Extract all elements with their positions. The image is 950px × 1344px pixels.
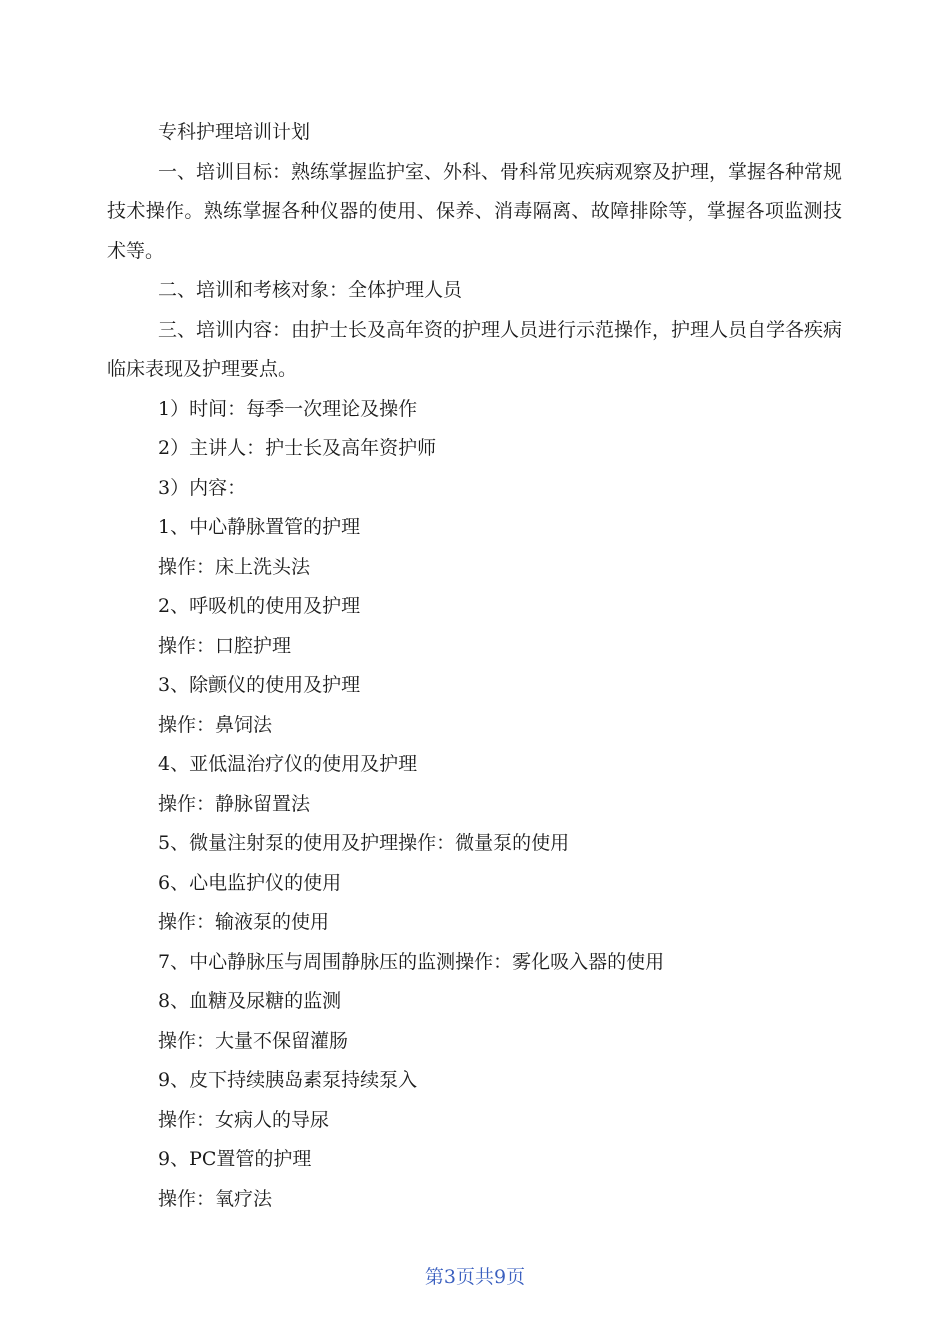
list-item: 9、PC置管的护理 bbox=[158, 1148, 312, 1170]
document-body bbox=[107, 113, 842, 1219]
paragraph-training-target: 二、培训和考核对象：全体护理人员 bbox=[158, 279, 463, 301]
list-item: 1、中心静脉置管的护理 bbox=[158, 516, 361, 538]
document-title: 专科护理培训计划 bbox=[158, 121, 311, 143]
list-item: 4、亚低温治疗仪的使用及护理 bbox=[158, 753, 418, 775]
list-item: 2）主讲人：护士长及高年资护师 bbox=[158, 437, 437, 459]
list-item: 操作：氧疗法 bbox=[158, 1187, 273, 1210]
list-item: 操作：女病人的导尿 bbox=[158, 1108, 330, 1131]
list-item: 3）内容： bbox=[158, 476, 247, 499]
list-item: 7、中心静脉压与周围静脉压的监测操作：雾化吸入器的使用 bbox=[158, 950, 665, 973]
paragraph-training-goal: 一、培训目标：熟练掌握监护室、外科、骨科常见疾病观察及护理，掌握各种常规技术操作。熟练掌握各种仪器的使用、保养、消毒隔离、故障排除等，掌握各项监测技术等。 bbox=[107, 160, 843, 262]
list-item: 3、除颤仪的使用及护理 bbox=[158, 674, 361, 696]
list-item: 5、微量注射泵的使用及护理操作：微量泵的使用 bbox=[158, 832, 570, 854]
list-item: 操作：口腔护理 bbox=[158, 634, 292, 657]
list-item: 操作：静脉留置法 bbox=[158, 792, 311, 815]
list-item: 操作：鼻饲法 bbox=[158, 713, 273, 736]
page-number-footer: 第3页共9页 bbox=[424, 1266, 526, 1288]
list-item: 操作：床上洗头法 bbox=[158, 555, 311, 578]
list-item: 操作：大量不保留灌肠 bbox=[158, 1029, 349, 1052]
list-item: 8、血糖及尿糖的监测 bbox=[158, 990, 342, 1012]
list-item: 2、呼吸机的使用及护理 bbox=[158, 595, 361, 617]
list-item: 6、心电监护仪的使用 bbox=[158, 871, 342, 894]
list-item: 操作：输液泵的使用 bbox=[158, 911, 330, 933]
paragraph-training-content: 三、培训内容：由护士长及高年资的护理人员进行示范操作，护理人员自学各疾病临床表现及护理要点。 bbox=[107, 318, 843, 380]
list-item: 1）时间：每季一次理论及操作 bbox=[158, 397, 418, 420]
list-item: 9、皮下持续胰岛素泵持续泵入 bbox=[158, 1069, 418, 1091]
